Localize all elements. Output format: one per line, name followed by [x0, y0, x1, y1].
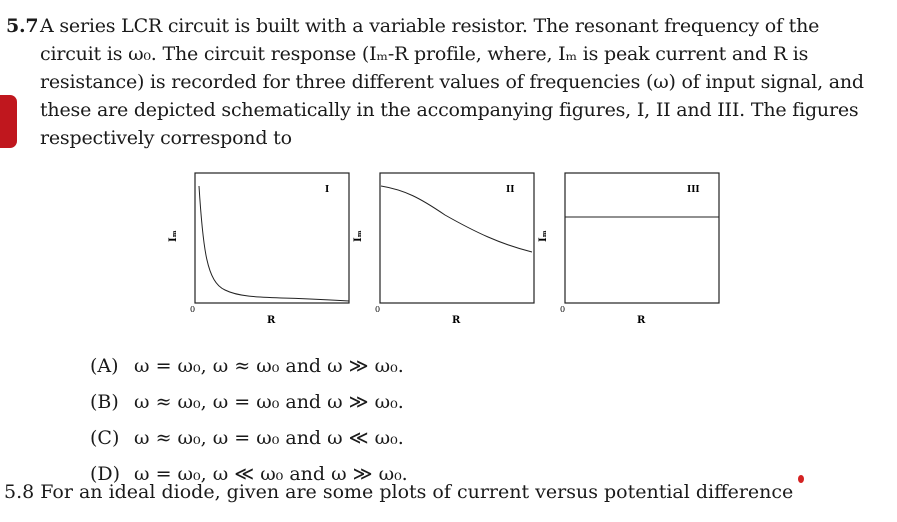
- figures-row: [165, 170, 735, 335]
- option-a-text: ω = ω₀, ω ≈ ω₀ and ω ≫ ω₀.: [134, 355, 404, 377]
- figure-2-svg: [350, 170, 538, 330]
- figure-3-xlabel: R: [637, 315, 646, 326]
- figure-2-ylabel: Iₘ: [353, 230, 364, 242]
- figure-2-curve: [381, 186, 532, 252]
- figure-3-origin: 0: [560, 305, 566, 314]
- red-dot-marker: [798, 475, 804, 483]
- option-a-label: (A): [90, 355, 119, 377]
- figure-1: [165, 170, 353, 330]
- option-c-text: ω ≈ ω₀, ω = ω₀ and ω ≪ ω₀.: [134, 427, 404, 449]
- option-b-label: (B): [90, 391, 119, 413]
- figure-3-label: III: [687, 185, 700, 195]
- figure-3-ylabel: Iₘ: [538, 230, 549, 242]
- figure-2-label: II: [506, 185, 515, 195]
- figure-3-svg: [535, 170, 723, 330]
- figure-1-svg: [165, 170, 353, 330]
- question-number: 5.7: [6, 15, 39, 37]
- next-question-text: 5.8 For an ideal diode, given are some plots of current versus potential difference: [4, 481, 794, 503]
- figure-3: [535, 170, 723, 330]
- figure-1-curve: [199, 186, 349, 301]
- figure-2: [350, 170, 538, 330]
- question-line-2: circuit is ω₀. The circuit response (Iₘ-R profile, where, Iₘ is peak current and R is: [40, 43, 809, 65]
- question-line-4: these are depicted schematically in the accompanying figures, I, II and III. The figures: [40, 99, 859, 121]
- answer-options: [90, 352, 408, 496]
- option-d-label: (D): [90, 463, 121, 485]
- figure-1-label: I: [325, 185, 330, 195]
- figure-2-xlabel: R: [452, 315, 461, 326]
- option-b-text: ω ≈ ω₀, ω = ω₀ and ω ≫ ω₀.: [134, 391, 404, 413]
- question-line-3: resistance) is recorded for three different values of frequencies (ω) of input signal, and: [40, 71, 864, 93]
- next-question-partial: [0, 481, 897, 506]
- question-line-1: A series LCR circuit is built with a variable resistor. The resonant frequency of the: [40, 15, 820, 37]
- question-5-7: [6, 12, 890, 152]
- option-d-text: ω = ω₀, ω ≪ ω₀ and ω ≫ ω₀.: [134, 463, 408, 485]
- question-text: [42, 12, 890, 152]
- option-c-label: (C): [90, 427, 120, 449]
- option-b[interactable]: [90, 388, 408, 424]
- option-c[interactable]: [90, 424, 408, 460]
- question-line-5: respectively correspond to: [40, 127, 292, 149]
- figure-1-origin: 0: [190, 305, 196, 314]
- figure-1-xlabel: R: [267, 315, 276, 326]
- figure-1-ylabel: Iₘ: [168, 230, 179, 242]
- option-a[interactable]: [90, 352, 408, 388]
- figure-2-origin: 0: [375, 305, 381, 314]
